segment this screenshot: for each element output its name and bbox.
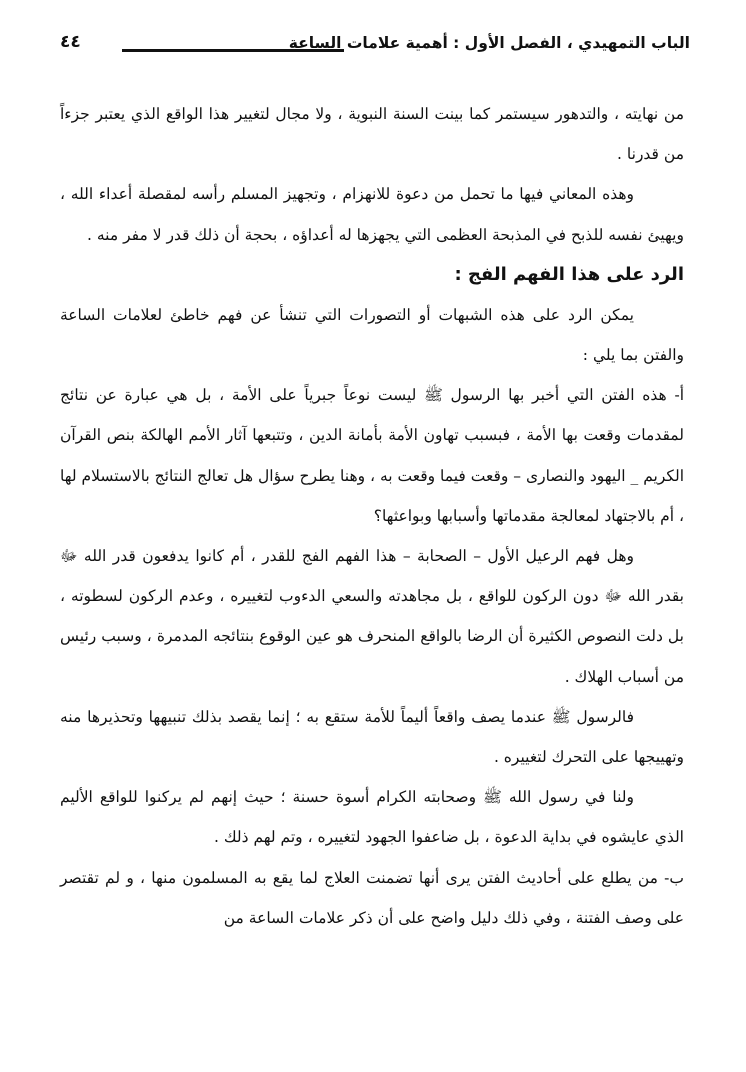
paragraph-point-a: أ- هذه الفتن التي أخبر بها الرسول ﷺ ليست نوعاً جبرياً على الأمة ، بل هي عبارة عن نتائج لمقدمات وقعت بها الأمة ، فبسبب تهاون الأمة بأمانة الدين ، وتتبعها آثار الأمم الهالكة بنص القرآن الكريم _ اليهود والنصارى – وقعت فيما وقعت به ، وهنا يطرح سؤال هل تعالج النتائج بالاستسلام لها ، أم بالاجتهاد لمعالجة مقدماتها وأسبابها وبواعثها؟ bbox=[60, 386, 684, 525]
section-heading: الرد على هذا الفهم الفج : bbox=[454, 263, 684, 285]
paragraph-defeatism: وهذه المعاني فيها ما تحمل من دعوة للانهزام ، وتجهيز المسلم رأسه لمقصلة أعداء الله ، ويهيئ نفسه للذبح في المذبحة العظمى التي يجهزها له أعداؤه ، بحجة أن ذلك قدر لا مفر منه . bbox=[60, 185, 684, 244]
paragraph-example: ولنا في رسول الله ﷺ وصحابته الكرام أسوة حسنة ؛ حيث إنهم لم يركنوا للواقع الأليم الذي عايشوه في بداية الدعوة ، بل ضاعفوا الجهود لتغييره ، وتم لهم ذلك . bbox=[60, 788, 684, 847]
running-header bbox=[60, 30, 690, 64]
page-number: ٤٤ bbox=[60, 32, 81, 52]
paragraph-continuation: من نهايته ، والتدهور سيستمر كما بينت السنة النبوية ، ولا مجال لتغيير هذا الواقع الذي يعتبر جزءاً من قدرنا . bbox=[60, 105, 684, 164]
paragraph-intro: يمكن الرد على هذه الشبهات أو التصورات التي تنشأ عن فهم خاطئ لعلامات الساعة والفتن بما يلي : bbox=[60, 305, 684, 365]
header-rule bbox=[122, 49, 344, 52]
header-title: الباب التمهيدي ، الفصل الأول : أهمية علامات الساعة bbox=[288, 34, 690, 52]
paragraph-point-b: ب- من يطلع على أحاديث الفتن يرى أنها تضمنت العلاج لما يقع به المسلمون منها ، و لم تقتصر على وصف الفتنة ، وفي ذلك دليل واضح على أن ذكر علامات الساعة من bbox=[60, 868, 684, 927]
paragraph-first-generation: وهل فهم الرعيل الأول – الصحابة – هذا الفهم الفج للقدر ، أم كانوا يدفعون قدر الله ﷻ بقدر الله ﷻ دون الركون للواقع ، بل مجاهدته والسعي الدءوب لتغييره ، وعدم الركون لسطوته ، بل دلت النصوص الكثيرة أن الرضا بالواقع المنحرف هو عين الوقوع بنتائجه المدمرة ، وسبب رئيس من أسباب الهلاك . bbox=[60, 547, 684, 686]
paragraph-prophet-warning: فالرسول ﷺ عندما يصف واقعاً أليماً للأمة ستقع به ؛ إنما يقصد بذلك تنبيهها وتحذيرها منه وتهييجها على التحرك لتغييره . bbox=[60, 707, 684, 767]
body-text bbox=[60, 94, 684, 938]
